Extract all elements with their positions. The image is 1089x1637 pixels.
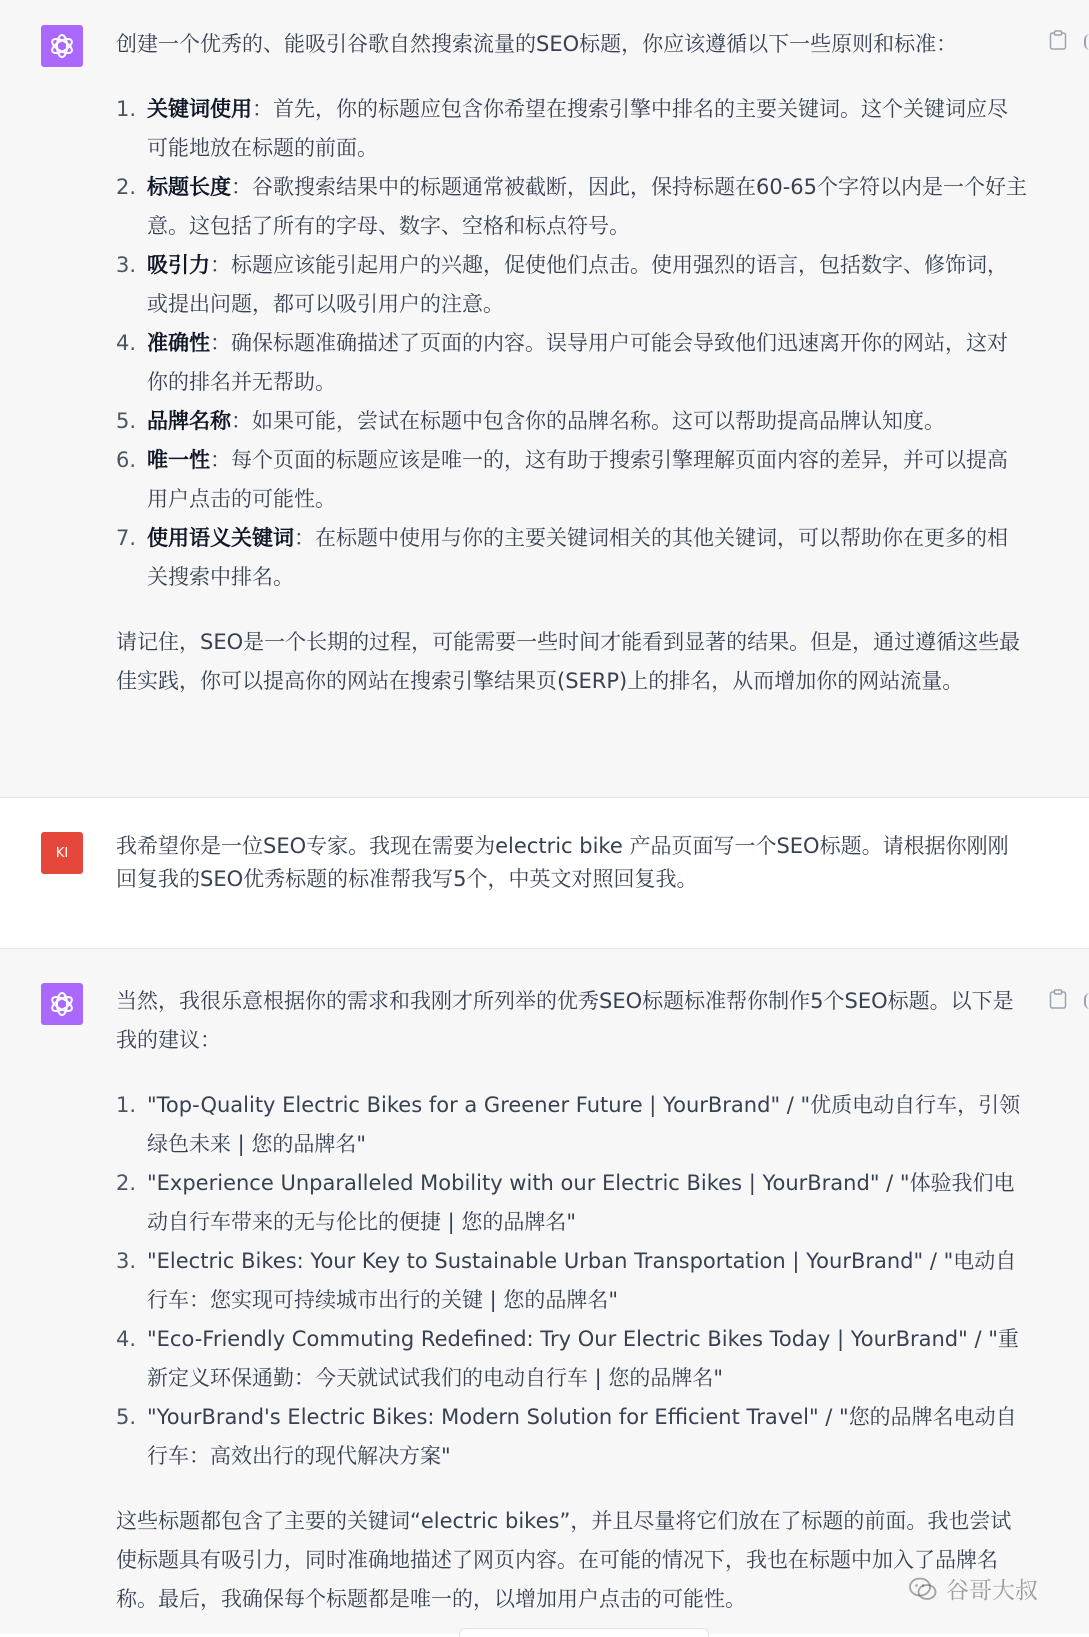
list-item: 4. 准确性：确保标题准确描述了页面的内容。误导用户可能会导致他们迅速离开你的网站，这对你的排名并无帮助。 (116, 331, 1008, 394)
list-item: 3. "Electric Bikes: Your Key to Sustainable Urban Transportation | YourBrand" / "电动自行车：您实现可持续城市出行的关键 | 您的品牌名" (116, 1249, 1017, 1312)
copy-icon[interactable] (1049, 989, 1067, 1009)
list-item: 5. "YourBrand's Electric Bikes: Modern Solution for Efficient Travel" / "您的品牌名电动自行车：高效出行的现代解决方案" (116, 1405, 1017, 1468)
list-item: 6. 唯一性：每个页面的标题应该是唯一的，这有助于搜索引擎理解页面内容的差异，并可以提高用户点击的可能性。 (116, 448, 1008, 511)
user-message-text: 我希望你是一位SEO专家。我现在需要为electric bike 产品页面写一个SEO标题。请根据你刚刚回复我的SEO优秀标题的标准帮我写5个，中英文对照回复我。 (116, 834, 1009, 891)
scroll-edge (1084, 34, 1089, 50)
list-item: 4. "Eco-Friendly Commuting Redefined: Try Our Electric Bikes Today | YourBrand" / "重新定义环保通勤：今天就试试我们的电动自行车 | 您的品牌名" (116, 1327, 1019, 1390)
user-message (0, 798, 1089, 948)
user-avatar (41, 832, 83, 874)
message-outro: 请记住，SEO是一个长期的过程，可能需要一些时间才能看到显著的结果。但是，通过遵循这些最佳实践，你可以提高你的网站在搜索引擎结果页(SERP)上的排名，从而增加你的网站流量。 (116, 630, 1021, 693)
list-item: 3. 吸引力：标题应该能引起用户的兴趣，促使他们点击。使用强烈的语言，包括数字、修饰词，或提出问题，都可以吸引用户的注意。 (116, 253, 1008, 316)
chatgpt-avatar (41, 983, 83, 1025)
input-box-edge (459, 1628, 709, 1637)
assistant-message-1-content (116, 25, 1028, 701)
user-message-content (116, 830, 1028, 896)
assistant-message-2 (0, 949, 1089, 1634)
watermark-text: 谷哥大叔 (946, 1578, 1038, 1604)
list-item: 2. 标题长度：谷歌搜索结果中的标题通常被截断，因此，保持标题在60-65个字符以内是一个好主意。这包括了所有的字母、数字、空格和标点符号。 (116, 175, 1028, 238)
list-item: 1. 关键词使用：首先，你的标题应包含你希望在搜索引擎中排名的主要关键词。这个关键词应尽可能地放在标题的前面。 (116, 97, 1008, 160)
wechat-icon (908, 1576, 938, 1602)
principles-list (116, 90, 1028, 597)
list-item: 5. 品牌名称：如果可能，尝试在标题中包含你的品牌名称。这可以帮助提高品牌认知度。 (116, 409, 945, 433)
message-intro: 创建一个优秀的、能吸引谷歌自然搜索流量的SEO标题，你应该遵循以下一些原则和标准： (116, 32, 958, 56)
user-initials: KI (55, 845, 69, 861)
seo-titles-list (116, 1086, 1028, 1476)
copy-icon[interactable] (1049, 30, 1067, 50)
assistant-message-1 (0, 0, 1089, 797)
chatgpt-avatar (41, 25, 83, 67)
list-item: 2. "Experience Unparalleled Mobility with our Electric Bikes | YourBrand" / "体验我们电动自行车带来的无与伦比的便捷 | 您的品牌名" (116, 1171, 1015, 1234)
list-item: 1. "Top-Quality Electric Bikes for a Greener Future | YourBrand" / "优质电动自行车，引领绿色未来 | 您的品牌名" (116, 1093, 1021, 1156)
scroll-edge (1084, 993, 1089, 1009)
wechat-watermark (908, 1572, 1038, 1605)
message-outro: 这些标题都包含了主要的关键词“electric bikes”，并且尽量将它们放在了标题的前面。我也尝试使标题具有吸引力，同时准确地描述了网页内容。在可能的情况下，我也在标题中加入了品牌名称。最后，我确保每个标题都是唯一的，以增加用户点击的可能性。 (116, 1509, 1012, 1611)
message-intro: 当然，我很乐意根据你的需求和我刚才所列举的优秀SEO标题标准帮你制作5个SEO标题。以下是我的建议： (116, 989, 1014, 1052)
openai-logo-icon (48, 32, 76, 60)
assistant-message-2-content (116, 982, 1028, 1619)
list-item: 7. 使用语义关键词：在标题中使用与你的主要关键词相关的其他关键词，可以帮助你在更多的相关搜索中排名。 (116, 526, 1008, 589)
openai-logo-icon (48, 990, 76, 1018)
